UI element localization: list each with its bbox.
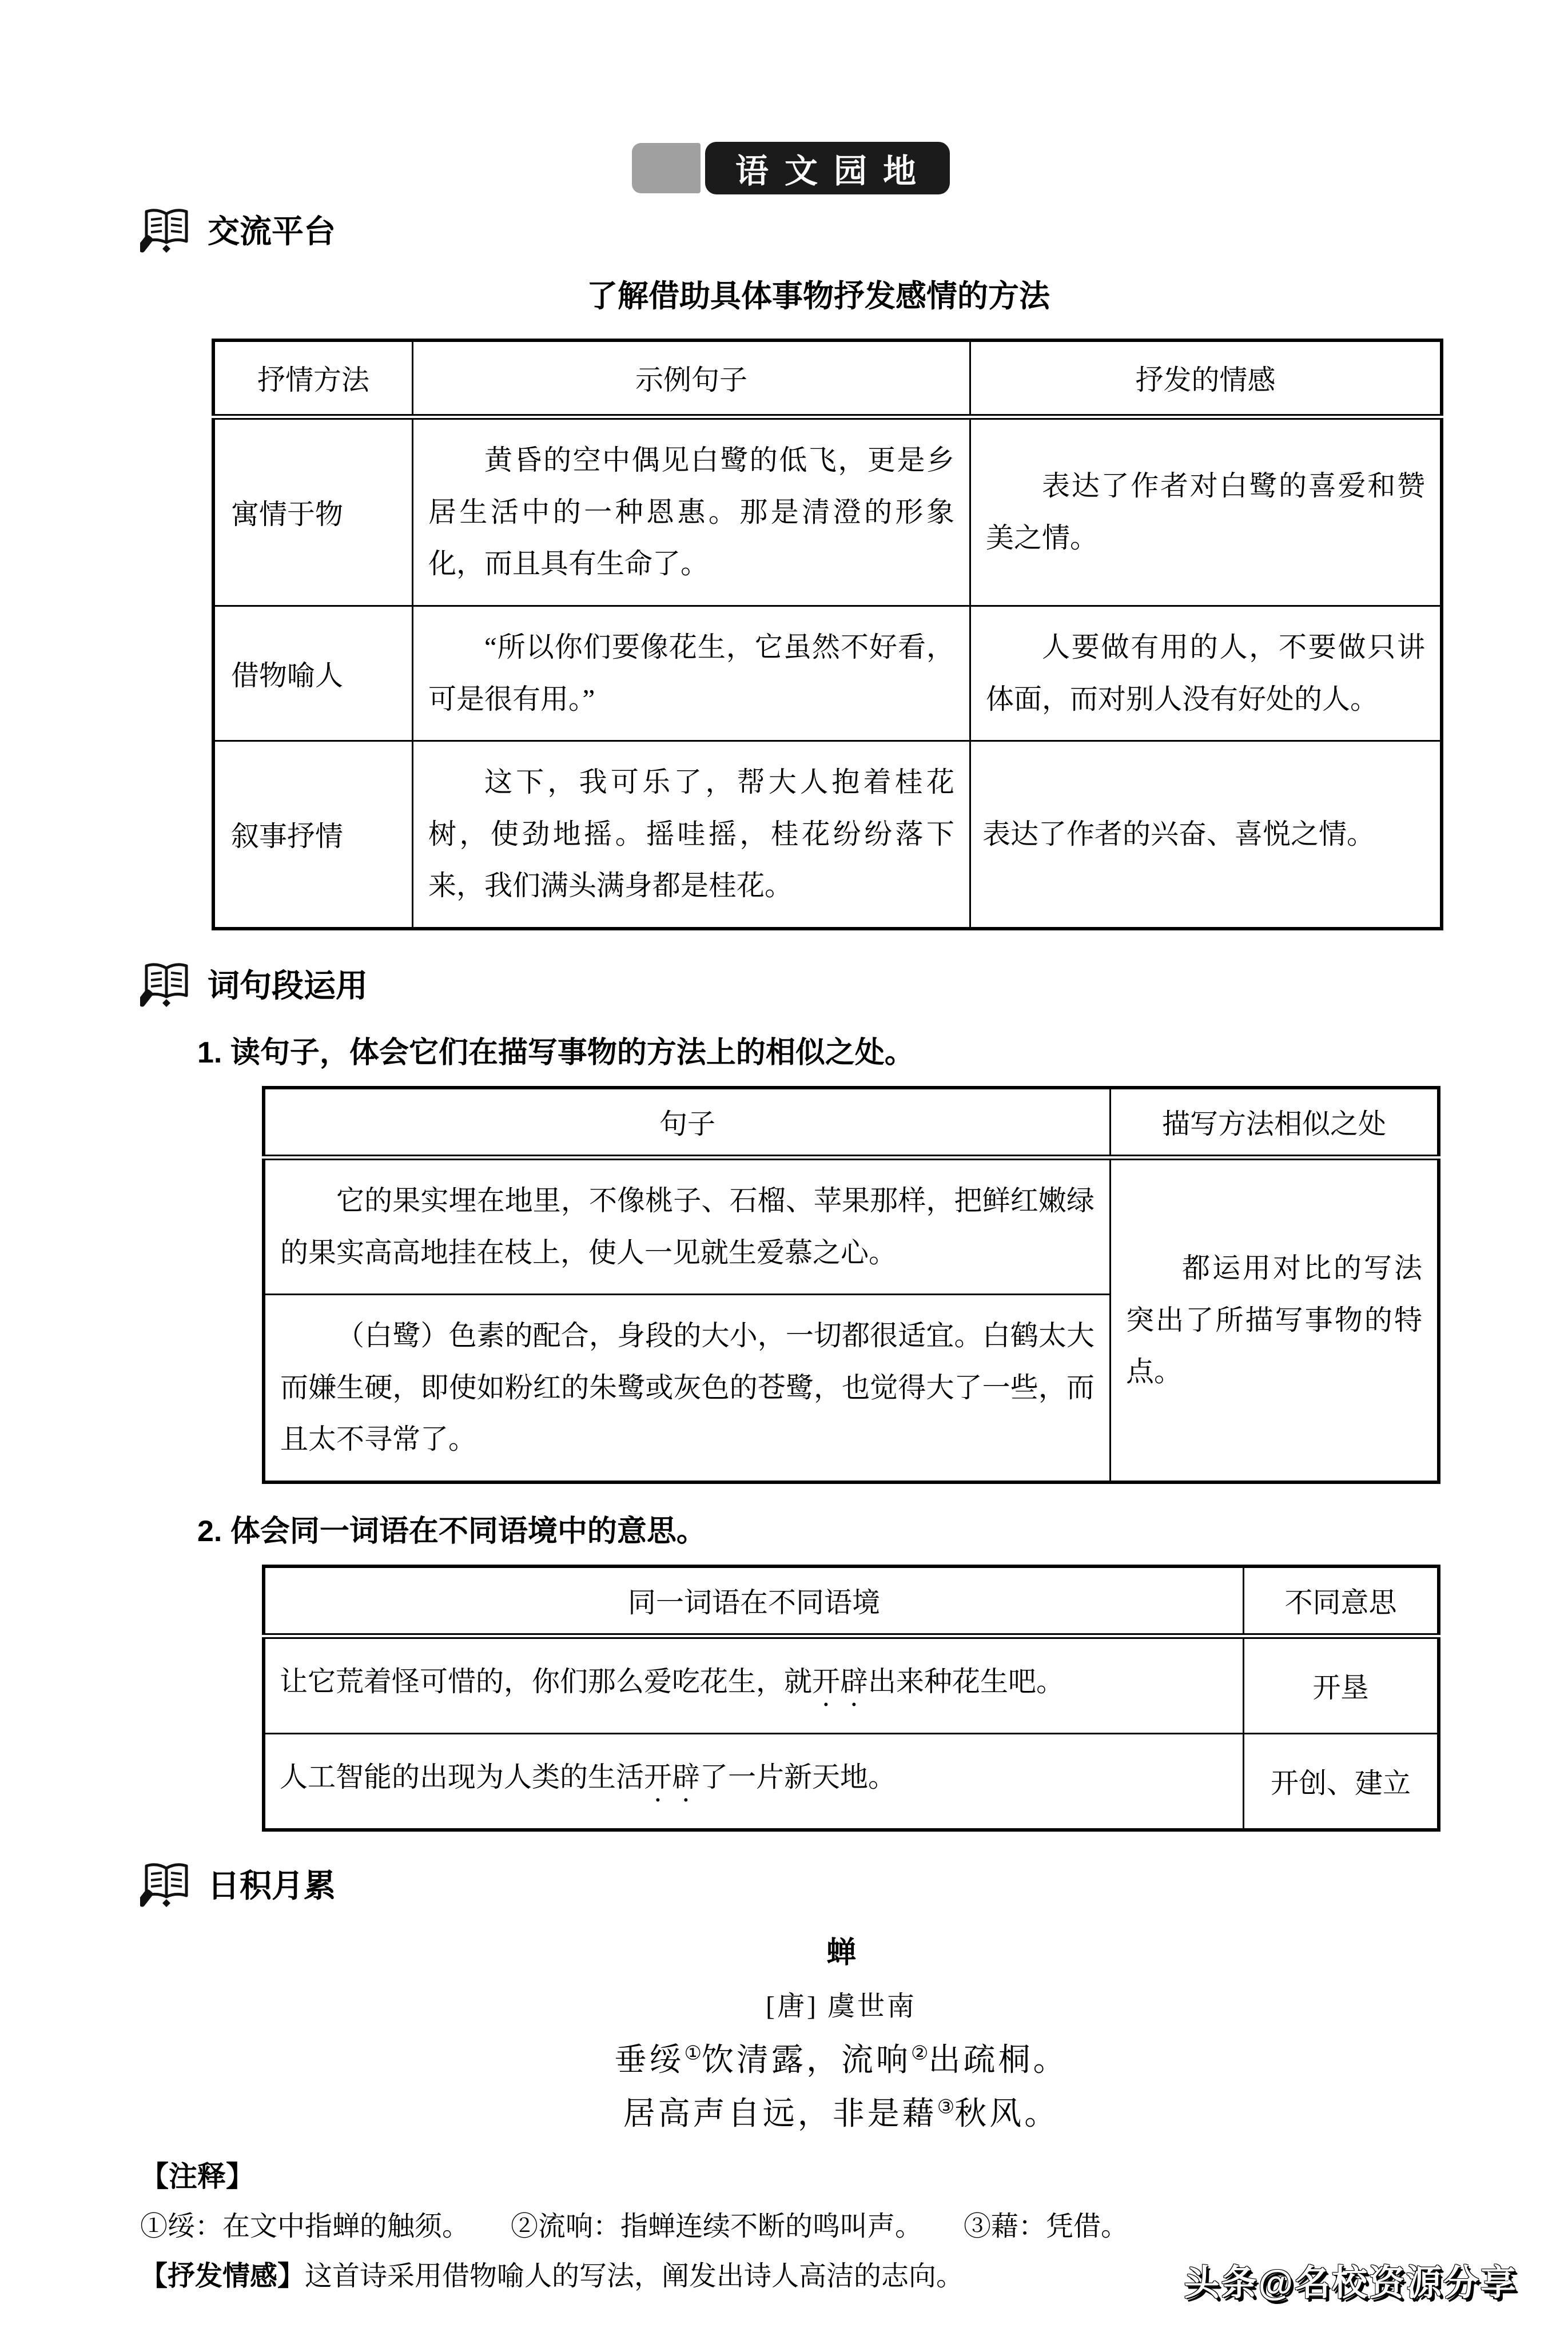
sentence-comparison-table <box>262 1086 1440 1484</box>
table-row <box>264 1157 1439 1295</box>
word-context-table <box>262 1565 1440 1832</box>
emotion-cell: 表达了作者对白鹭的喜爱和赞美之情。 <box>970 417 1442 606</box>
note-ref-3: ③ <box>937 2095 955 2119</box>
sentence-pre: 人工智能的出现为人类的生活 <box>280 1761 644 1793</box>
emphasized-word: 开辟 <box>812 1665 869 1697</box>
watermark: 头条@名校资源分享 <box>1184 2263 1518 2303</box>
table1-caption: 了解借助具体事物抒发感情的方法 <box>587 279 1050 313</box>
sentence-post: 出来种花生吧。 <box>868 1665 1065 1697</box>
sentence-cell: 它的果实埋在地里，不像桃子、石榴、苹果那样，把鲜红嫩绿的果实高高地挂在枝上，使人一见就生爱慕之心。 <box>264 1157 1111 1295</box>
poem-line-1 <box>0 2035 1568 2080</box>
table-row <box>213 741 1442 929</box>
poem-author: [唐] 虞世南 <box>766 1991 917 2021</box>
exercise-item-2: 2. 体会同一词语在不同语境中的意思。 <box>197 1515 706 1548</box>
expression-methods-table <box>212 339 1443 930</box>
poem-title: 蝉 <box>826 1936 856 1969</box>
method-cell: 寓情于物 <box>213 417 413 606</box>
context-sentence-cell <box>264 1734 1244 1830</box>
section-header-exchange <box>140 206 1568 257</box>
col-header-example: 示例句子 <box>413 340 970 417</box>
feeling-text: 这首诗采用借物喻人的写法，阐发出诗人高洁的志向。 <box>305 2261 964 2291</box>
table-row <box>213 606 1442 741</box>
table-header-row <box>213 340 1442 417</box>
method-cell: 借物喻人 <box>213 606 413 741</box>
emotion-cell: 人要做有用的人，不要做只讲体面，而对别人没有好处的人。 <box>970 606 1442 741</box>
similarity-cell: 都运用对比的写法突出了所描写事物的特点。 <box>1111 1157 1439 1482</box>
book-pen-icon <box>140 206 193 257</box>
col-header-meaning: 不同意思 <box>1244 1566 1439 1636</box>
notes-body: ①绥：在文中指蝉的触须。 ②流响：指蝉连续不断的鸣叫声。 ③藉：凭借。 <box>140 2211 1129 2242</box>
method-cell: 叙事抒情 <box>213 741 413 929</box>
note-ref-2: ② <box>911 2042 929 2065</box>
exercise-item-1: 1. 读句子，体会它们在描写事物的方法上的相似之处。 <box>197 1036 914 1069</box>
emphasized-word: 开辟 <box>644 1761 701 1793</box>
example-cell: 黄昏的空中偶见白鹭的低飞，更是乡居生活中的一种恩惠。那是清澄的形象化，而且具有生命了。 <box>413 417 970 606</box>
col-header-sentence: 句子 <box>264 1088 1111 1157</box>
title-banner <box>632 142 1568 194</box>
col-header-emotion: 抒发的情感 <box>970 340 1442 417</box>
notes-header: 【注释】 <box>140 2160 254 2192</box>
sentence-pre: 让它荒着怪可惜的，你们那么爱吃花生，就 <box>280 1665 813 1697</box>
page-title: 语 文 园 地 <box>735 153 920 190</box>
col-header-method: 抒情方法 <box>213 340 413 417</box>
section-header-accumulation <box>140 1860 1568 1911</box>
note-ref-1: ① <box>684 2042 702 2065</box>
poem-text: 出疏桐。 <box>928 2043 1068 2078</box>
poem-text: 居高声自远，非是藉 <box>623 2096 937 2132</box>
sentence-post: 了一片新天地。 <box>700 1761 897 1793</box>
section-header-usage <box>140 960 1568 1011</box>
poem-text: 饮清露，流响 <box>702 2043 911 2078</box>
meaning-cell: 开垦 <box>1244 1636 1439 1734</box>
book-pen-icon <box>140 1860 193 1911</box>
table-row <box>264 1636 1439 1734</box>
worksheet-page <box>0 142 1568 2328</box>
banner-gray-block <box>632 143 701 193</box>
emotion-cell: 表达了作者的兴奋、喜悦之情。 <box>970 741 1442 929</box>
table-row <box>213 417 1442 606</box>
example-cell: “所以你们要像花生，它虽然不好看，可是很有用。” <box>413 606 970 741</box>
section-title-exchange: 交流平台 <box>208 213 336 249</box>
book-pen-icon <box>140 960 193 1011</box>
table-header-row <box>264 1088 1439 1157</box>
col-header-similarity: 描写方法相似之处 <box>1111 1088 1439 1157</box>
meaning-cell: 开创、建立 <box>1244 1734 1439 1830</box>
feeling-label: 【抒发情感】 <box>140 2261 305 2291</box>
poem-text: 垂绥 <box>614 2043 684 2078</box>
table-row <box>264 1734 1439 1830</box>
col-header-context: 同一词语在不同语境 <box>264 1566 1244 1636</box>
banner-title-box <box>705 142 950 194</box>
table-header-row <box>264 1566 1439 1636</box>
section-title-usage: 词句段运用 <box>208 967 368 1004</box>
poem-text: 秋风。 <box>954 2096 1060 2132</box>
example-cell: 这下，我可乐了，帮大人抱着桂花树，使劲地摇。摇哇摇，桂花纷纷落下来，我们满头满身都是桂花。 <box>413 741 970 929</box>
context-sentence-cell <box>264 1636 1244 1734</box>
sentence-cell: （白鹭）色素的配合，身段的大小，一切都很适宜。白鹤太大而嫌生硬，即使如粉红的朱鹭或灰色的苍鹭，也觉得大了一些，而且太不寻常了。 <box>264 1295 1111 1483</box>
section-title-accumulation: 日积月累 <box>208 1867 336 1904</box>
poem-line-2 <box>0 2088 1568 2134</box>
